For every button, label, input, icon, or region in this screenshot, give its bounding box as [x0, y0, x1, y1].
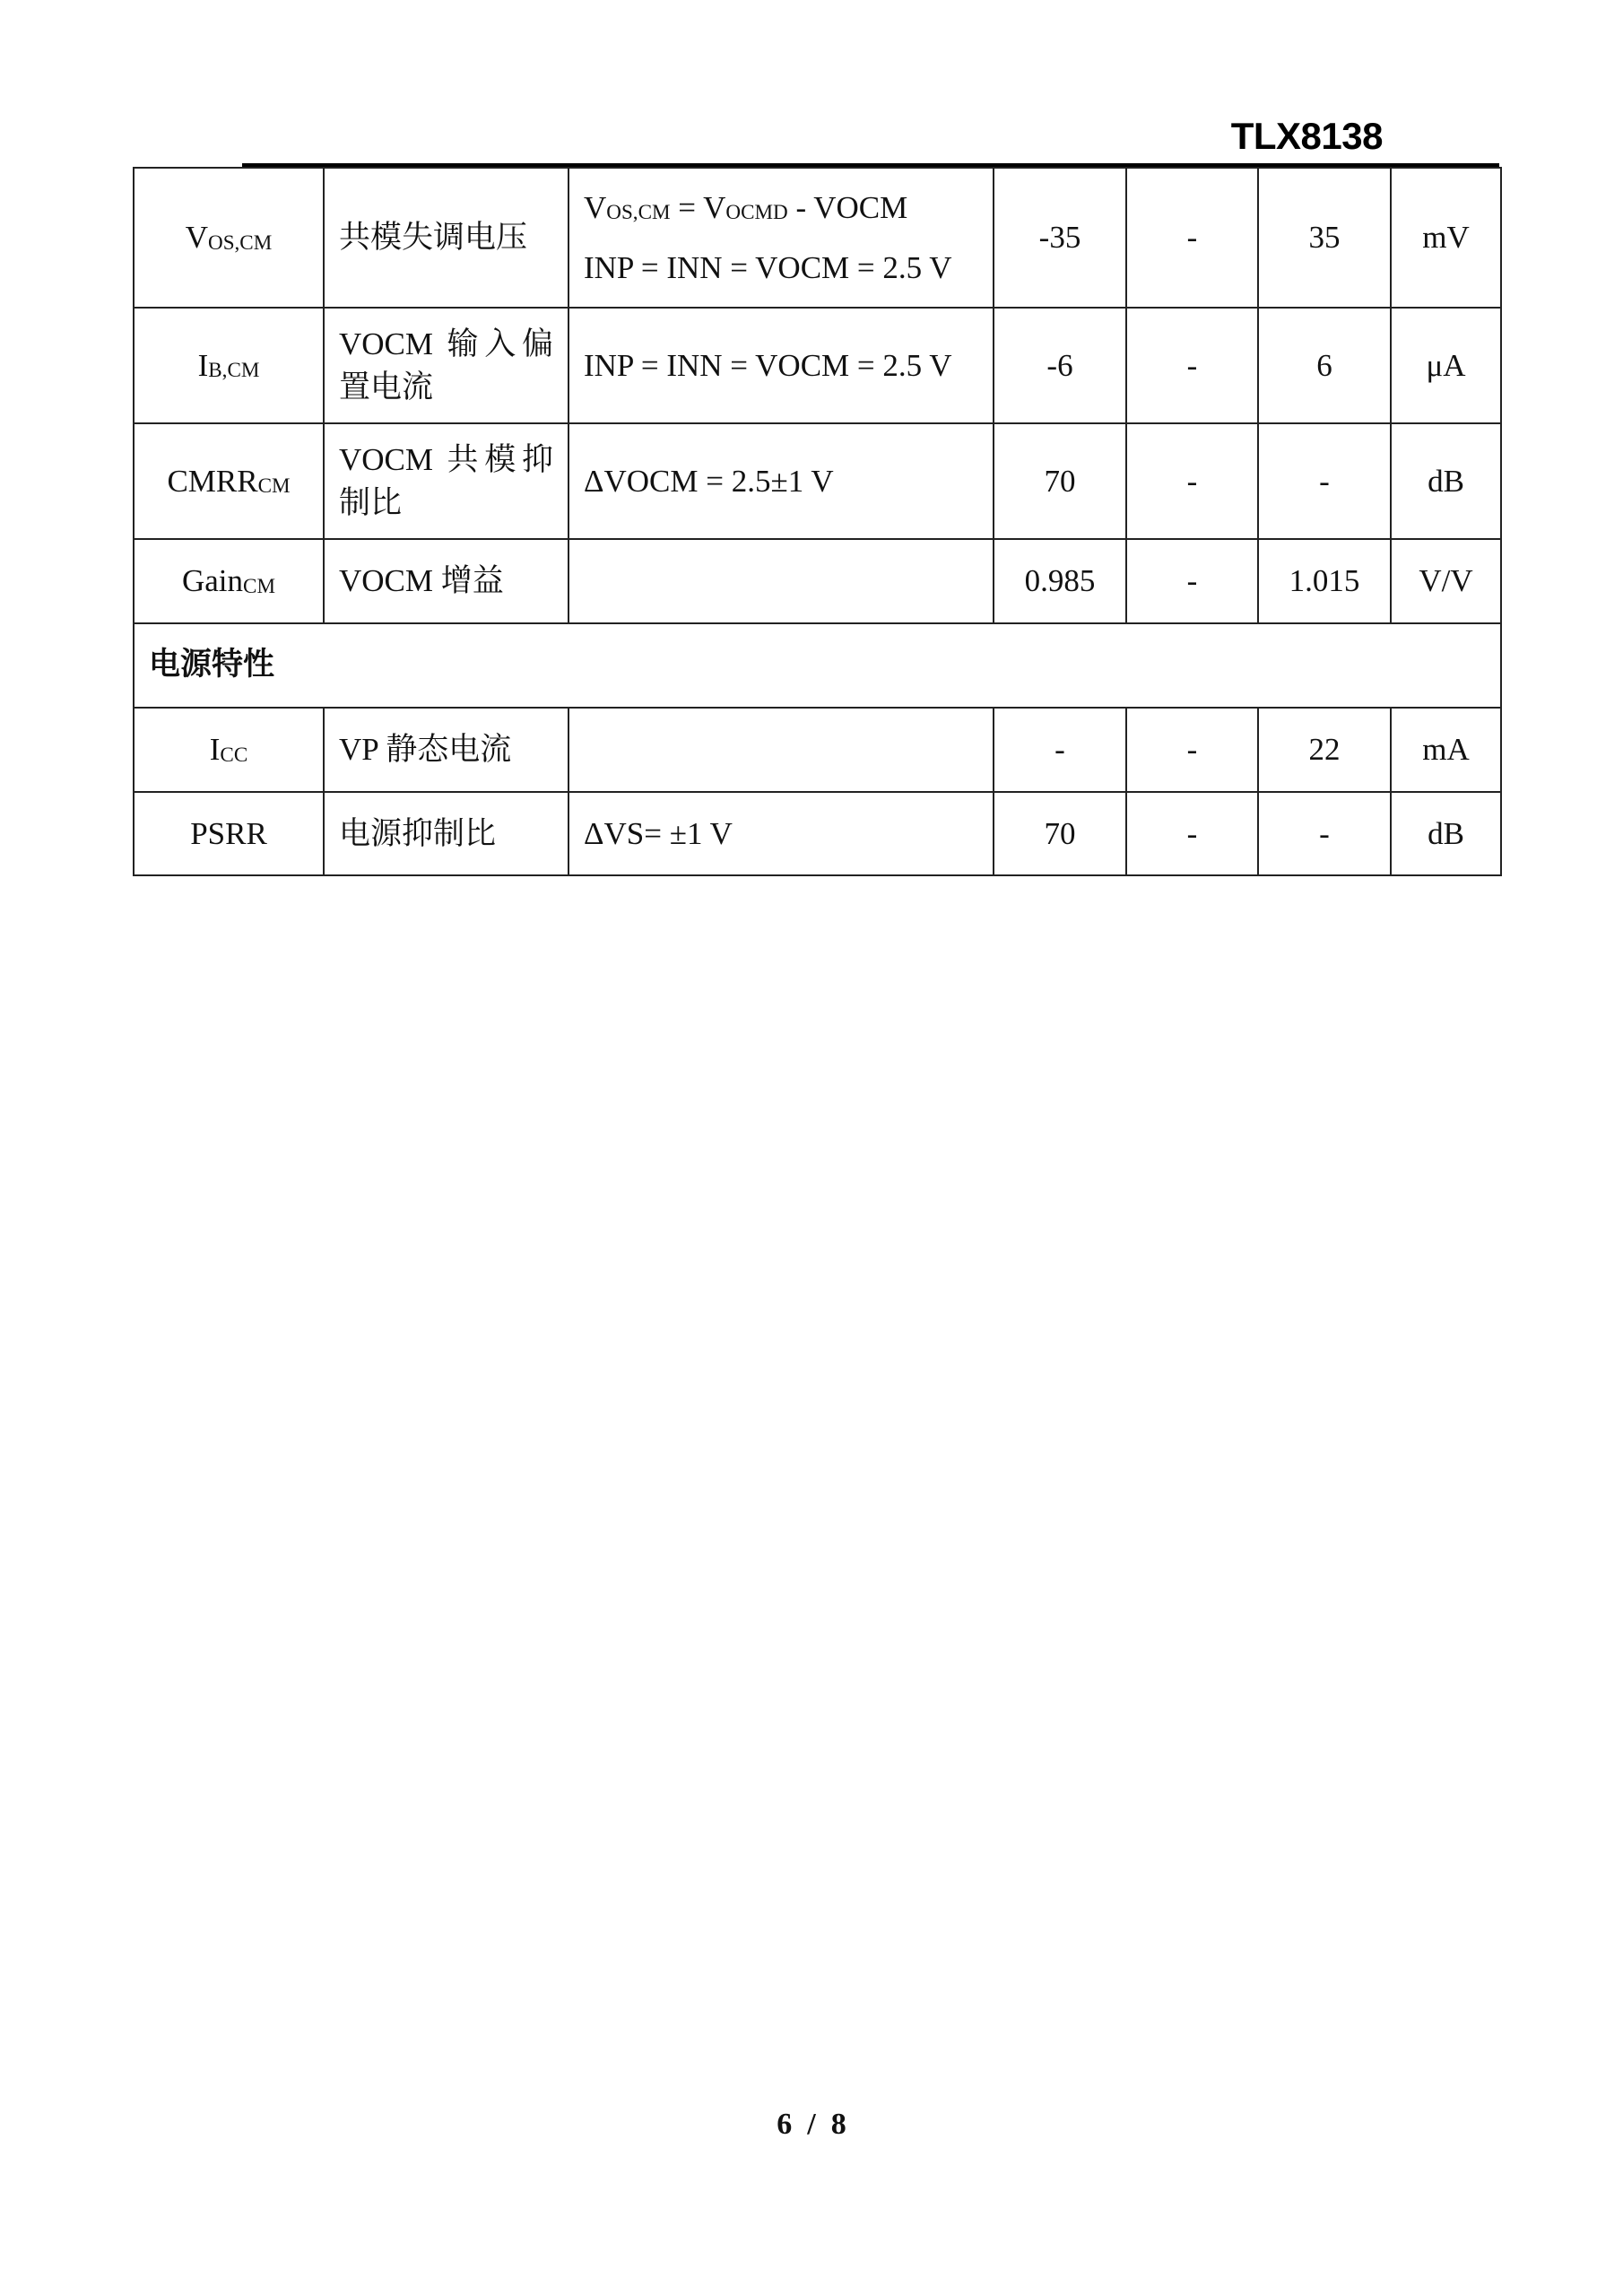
page-number: 6 / 8 [777, 2108, 846, 2141]
typ-cell: - [1126, 708, 1258, 792]
symbol-cell: $V_{OS,CM}$ [134, 168, 324, 308]
unit-cell: V/V [1391, 539, 1501, 623]
symbol-cell: $CMRR_{CM}$ [134, 423, 324, 539]
typ-cell: - [1126, 423, 1258, 539]
unit-cell: dB [1391, 792, 1501, 875]
condition-cell [568, 539, 994, 623]
symbol-cell: PSRR [134, 792, 324, 875]
parameter-cell: 共模失调电压 [324, 168, 568, 308]
condition-cell: INP = INN = VOCM = 2.5 V [568, 308, 994, 423]
unit-cell: μA [1391, 308, 1501, 423]
condition-cell: $V_{OS,CM} = V_{OCMD}$ - VOCM INP = INN = VOCM = 2.5 V [568, 168, 994, 308]
condition-cell: ΔVS= ±1 V [568, 792, 994, 875]
max-cell: 6 [1258, 308, 1391, 423]
parameter-cell: VOCM 增益 [324, 539, 568, 623]
typ-cell: - [1126, 168, 1258, 308]
symbol-cell: $I_{CC}$ [134, 708, 324, 792]
document-title: TLX8138 [1230, 115, 1383, 157]
max-cell: 22 [1258, 708, 1391, 792]
parameter-cell: VOCM 共模抑制比 [324, 423, 568, 539]
min-cell: 0.985 [994, 539, 1126, 623]
unit-cell: mA [1391, 708, 1501, 792]
max-cell: - [1258, 423, 1391, 539]
section-heading-power: 电源特性 [134, 623, 1501, 708]
table-row [134, 168, 1501, 308]
min-cell: 70 [994, 792, 1126, 875]
table-row [134, 308, 1501, 423]
symbol-cell: Gain$_{CM}$ [134, 539, 324, 623]
table-row [134, 423, 1501, 539]
max-cell: 35 [1258, 168, 1391, 308]
table-row [134, 792, 1501, 875]
typ-cell: - [1126, 539, 1258, 623]
min-cell: - [994, 708, 1126, 792]
max-cell: - [1258, 792, 1391, 875]
electrical-spec-table [133, 167, 1502, 876]
parameter-cell: VP 静态电流 [324, 708, 568, 792]
max-cell: 1.015 [1258, 539, 1391, 623]
parameter-cell: VOCM 输入偏置电流 [324, 308, 568, 423]
min-cell: -6 [994, 308, 1126, 423]
parameter-cell: 电源抑制比 [324, 792, 568, 875]
min-cell: -35 [994, 168, 1126, 308]
condition-cell [568, 708, 994, 792]
typ-cell: - [1126, 792, 1258, 875]
unit-cell: dB [1391, 423, 1501, 539]
typ-cell: - [1126, 308, 1258, 423]
symbol-cell: $I_{B,CM}$ [134, 308, 324, 423]
unit-cell: mV [1391, 168, 1501, 308]
table-row [134, 708, 1501, 792]
section-row [134, 623, 1501, 708]
condition-cell: ΔVOCM = 2.5±1 V [568, 423, 994, 539]
table-row [134, 539, 1501, 623]
min-cell: 70 [994, 423, 1126, 539]
